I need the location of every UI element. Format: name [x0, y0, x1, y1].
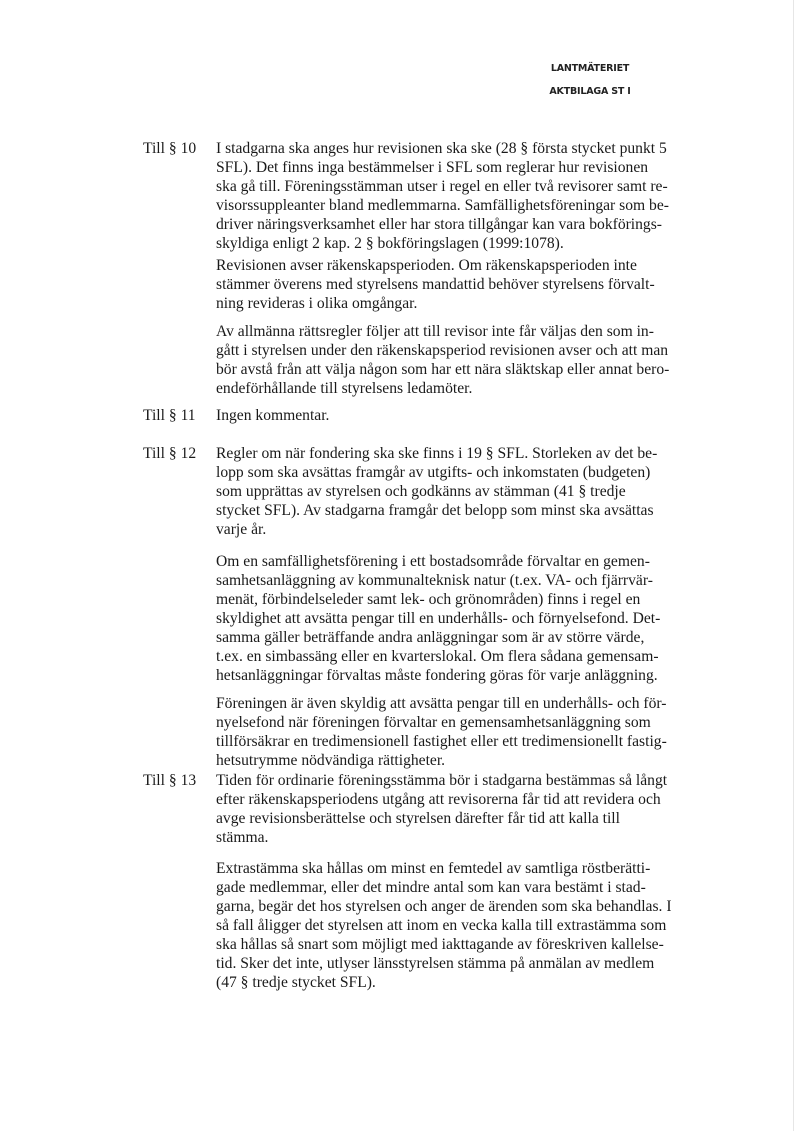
text-line: stycket SFL). Av stadgarna framgår det belopp som minst ska avsättas	[216, 502, 654, 519]
text-line: lopp som ska avsättas framgår av utgifts- och inkomstaten (budgeten)	[216, 464, 651, 481]
text-line: gått i styrelsen under den räkenskapsperiod revisionen avser och att man	[216, 342, 669, 359]
section-label: Till § 10	[143, 140, 197, 157]
text-line: avge revisionsberättelse och styrelsen därefter får tid att kalla till	[216, 810, 620, 827]
text-line: Föreningen är även skyldig att avsätta pengar till en underhålls- och för-	[216, 695, 667, 712]
text-line: nyelsefond när föreningen förvaltar en gemensamhetsanläggning som	[216, 714, 651, 731]
paragraph	[216, 694, 667, 770]
text-line: hetsutrymme nödvändiga rättigheter.	[216, 752, 446, 769]
text-line: efter räkenskapsperiodens utgång att revisorerna får tid att revidera och	[216, 791, 661, 808]
section-label: Till § 12	[143, 445, 197, 462]
text-line: Extrastämma ska hållas om minst en femtedel av samtliga röstberätti-	[216, 860, 651, 877]
text-line: samhetsanläggning av kommunalteknisk natur (t.ex. VA- och fjärrvär-	[216, 572, 653, 589]
paragraph	[216, 406, 329, 425]
text-line: skyldighet att avsätta pengar till en underhålls- och förnyelsefond. Det-	[216, 610, 661, 627]
text-line: SFL). Det finns inga bestämmelser i SFL som reglerar hur revisionen	[216, 159, 649, 176]
text-line: ning revideras i olika omgångar.	[216, 295, 418, 312]
text-line: I stadgarna ska anges hur revisionen ska ske (28 § första stycket punkt 5	[216, 140, 667, 157]
text-line: Regler om när fondering ska ske finns i 19 § SFL. Storleken av det be-	[216, 445, 658, 462]
text-line: (47 § tredje stycket SFL).	[216, 974, 376, 991]
paragraph	[216, 771, 667, 847]
paragraph	[216, 139, 669, 253]
header-attachment-id: AKTBILAGA ST I	[549, 86, 631, 97]
text-line: Om en samfällighetsförening i ett bostadsområde förvaltar en gemen-	[216, 553, 650, 570]
text-line: Revisionen avser räkenskapsperioden. Om räkenskapsperioden inte	[216, 257, 637, 274]
text-line: varje år.	[216, 521, 267, 538]
text-line: tillförsäkrar en tredimensionell fastighet eller ett tredimensionellt fastig-	[216, 733, 667, 750]
text-line: stämma.	[216, 829, 269, 846]
paragraph	[216, 322, 669, 398]
paragraph	[216, 256, 655, 313]
paragraph	[216, 859, 672, 992]
paragraph	[216, 444, 657, 539]
text-line: stämmer överens med styrelsens mandattid behöver styrelsens förvalt-	[216, 276, 655, 293]
document-header	[520, 57, 660, 103]
text-line: bör avstå från att välja någon som har ett nära släktskap eller annat bero-	[216, 361, 670, 378]
text-line: endeförhållande till styrelsens ledamöter.	[216, 380, 473, 397]
text-line: garna, begär det hos styrelsen och anger de ärenden som ska behandlas. I	[216, 898, 672, 915]
text-line: Tiden för ordinarie föreningsstämma bör i stadgarna bestämmas så långt	[216, 772, 668, 789]
text-line: driver näringsverksamhet eller har stora tillgångar kan vara bokförings-	[216, 216, 662, 233]
text-line: ska hållas så snart som möjligt med iakttagande av föreskriven kallelse-	[216, 936, 664, 953]
text-line: så fall åligger det styrelsen att inom en vecka kalla till extrastämma som	[216, 917, 667, 934]
text-line: Ingen kommentar.	[216, 407, 330, 424]
text-line: hetsanläggningar förvaltas måste fondering göras för varje anläggning.	[216, 667, 658, 684]
text-line: som upprättas av styrelsen och godkänns av stämman (41 § tredje	[216, 483, 626, 500]
text-line: tid. Sker det inte, utlyser länsstyrelsen stämma på anmälan av medlem	[216, 955, 655, 972]
text-line: gade medlemmar, eller det mindre antal som kan vara bestämt i stad-	[216, 879, 646, 896]
section-label: Till § 11	[143, 407, 196, 424]
paragraph	[216, 552, 660, 685]
text-line: Av allmänna rättsregler följer att till revisor inte får väljas den som in-	[216, 323, 654, 340]
text-line: skyldiga enligt 2 kap. 2 § bokföringslagen (1999:1078).	[216, 235, 564, 252]
header-authority: LANTMÄTERIET	[550, 63, 630, 74]
text-line: t.ex. en simbassäng eller en kvarterslokal. Om flera sådana gemensam-	[216, 648, 659, 665]
section-label: Till § 13	[143, 772, 197, 789]
scan-page-edge	[793, 0, 794, 1131]
text-line: samma gäller beträffande andra anläggningar som är av större värde,	[216, 629, 645, 646]
text-line: menät, förbindelseleder samt lek- och grönområden) finns i regel en	[216, 591, 641, 608]
text-line: ska gå till. Föreningsstämman utser i regel en eller två revisorer samt re-	[216, 178, 668, 195]
text-line: visorssuppleanter bland medlemmarna. Samfällighetsföreningar som be-	[216, 197, 669, 214]
